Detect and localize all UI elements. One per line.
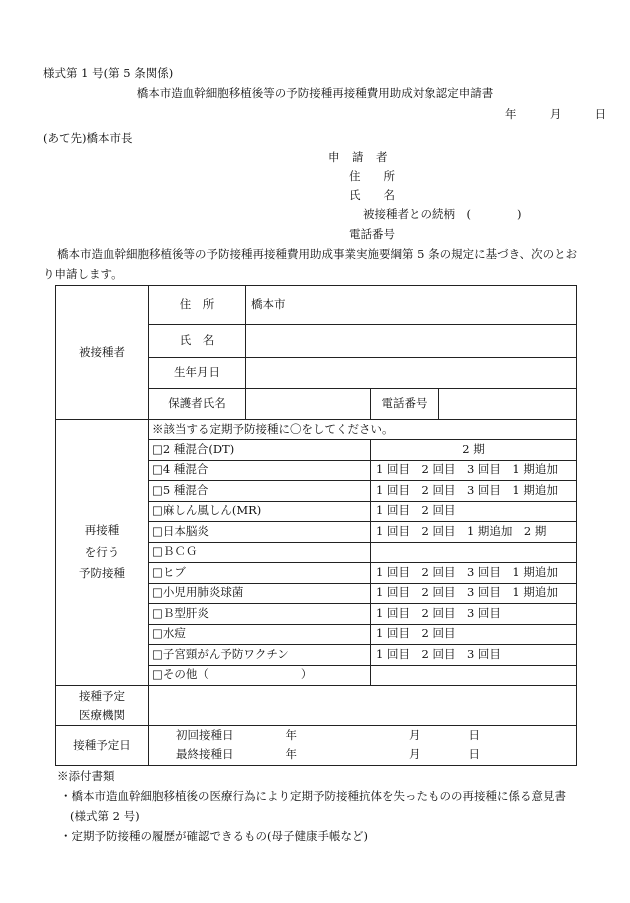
vaccine-name[interactable]: □小児用肺炎球菌	[149, 583, 371, 604]
vaccine-name[interactable]: □5 種混合	[149, 481, 371, 502]
recipient-dob-label: 生年月日	[149, 358, 246, 389]
vaccine-name[interactable]: □麻しん風しん(MR)	[149, 501, 371, 522]
schedule-last-month[interactable]: 月	[348, 746, 439, 766]
vaccine-name[interactable]: □2 種混合(DT)	[149, 440, 371, 461]
date-month-label: 月	[549, 107, 562, 121]
vaccination-label-line-1: 再接種	[84, 522, 120, 537]
schedule-last-day[interactable]: 日	[439, 746, 577, 766]
vaccine-doses[interactable]	[371, 665, 577, 686]
vaccine-name[interactable]: □日本脳炎	[149, 522, 371, 543]
document-title: 橋本市造血幹細胞移植後等の予防接種再接種費用助成対象認定申請書	[136, 86, 494, 100]
vaccination-instruction: ※該当する定期予防接種に〇をしてください。	[149, 420, 577, 440]
schedule-first-day[interactable]: 日	[439, 726, 577, 746]
institution-label-line-1: 接種予定	[79, 689, 125, 704]
attachments-heading: ※添付書類	[57, 769, 115, 783]
vaccine-name[interactable]: □4 種混合	[149, 460, 371, 481]
vaccine-doses[interactable]: 1 回目 2 回目 3 回目	[371, 645, 577, 666]
attachment-item-1: ・橋本市造血幹細胞移植後の医療行為により定期予防接種抗体を失ったものの再接種に係る意見書	[60, 789, 566, 803]
recipient-guardian-field[interactable]	[246, 389, 371, 420]
vaccination-label-line-3: 予防接種	[79, 566, 125, 581]
vaccine-name[interactable]: □水痘	[149, 624, 371, 645]
recipient-address-field[interactable]: 橋本市	[246, 286, 577, 325]
schedule-last-year[interactable]: 年	[246, 746, 348, 766]
addressee: (あて先)橋本市長	[43, 131, 133, 145]
vaccine-name[interactable]: □ＢＣＧ	[149, 542, 371, 563]
applicant-tel-label: 電話番号	[349, 227, 395, 241]
recipient-guardian-label: 保護者氏名	[149, 389, 246, 420]
form-number: 様式第 1 号(第 5 条関係)	[43, 66, 174, 80]
recipient-name-label: 氏 名	[149, 325, 246, 358]
applicant-label: 申 請 者	[328, 150, 388, 164]
vaccine-doses[interactable]	[371, 542, 577, 563]
recipient-address-row	[56, 286, 577, 325]
recipient-name-field[interactable]	[246, 325, 577, 358]
schedule-first-row	[56, 726, 577, 746]
schedule-first-year[interactable]: 年	[246, 726, 348, 746]
institution-field[interactable]	[149, 686, 577, 726]
body-text-line-2: り申請します。	[43, 267, 123, 281]
vaccine-doses[interactable]: 1 回目 2 回目 3 回目 1 期追加	[371, 460, 577, 481]
recipient-dob-field[interactable]	[246, 358, 577, 389]
vaccine-doses[interactable]: 1 回目 2 回目 3 回目 1 期追加	[371, 563, 577, 584]
recipient-tel-field[interactable]	[439, 389, 577, 420]
vaccine-doses[interactable]: 2 期	[371, 440, 577, 461]
recipient-section-label: 被接種者	[56, 286, 149, 420]
date-year-label: 年	[505, 107, 517, 121]
institution-label	[56, 686, 149, 726]
applicant-address-label: 住 所	[349, 169, 395, 183]
recipient-tel-label: 電話番号	[371, 389, 439, 420]
application-form-table	[55, 285, 577, 766]
vaccine-doses[interactable]: 1 回目 2 回目 3 回目 1 期追加	[371, 583, 577, 604]
date-day-label: 日	[594, 107, 607, 121]
vaccination-label-line-2: を行う	[84, 544, 120, 559]
vaccine-doses[interactable]: 1 回目 2 回目	[371, 624, 577, 645]
attachment-item-1-continued: (様式第 2 号)	[70, 809, 140, 823]
recipient-address-label: 住 所	[149, 286, 246, 325]
vaccine-doses[interactable]: 1 回目 2 回目	[371, 501, 577, 522]
vaccine-name[interactable]: □その他（ ）	[149, 665, 371, 686]
vaccine-doses[interactable]: 1 回目 2 回目 3 回目	[371, 604, 577, 625]
vaccine-doses[interactable]: 1 回目 2 回目 3 回目 1 期追加	[371, 481, 577, 502]
vaccination-instruction-row	[56, 420, 577, 440]
vaccination-section-label	[56, 420, 149, 686]
application-date	[505, 108, 606, 122]
applicant-name-label: 氏 名	[349, 188, 395, 202]
schedule-label: 接種予定日	[56, 726, 149, 766]
schedule-first-month[interactable]: 月	[348, 726, 439, 746]
vaccine-doses[interactable]: 1 回目 2 回目 1 期追加 2 期	[371, 522, 577, 543]
vaccine-name[interactable]: □ヒブ	[149, 563, 371, 584]
vaccine-name[interactable]: □Ｂ型肝炎	[149, 604, 371, 625]
applicant-relation-label: 被接種者との続柄 ( )	[363, 207, 522, 221]
vaccine-name[interactable]: □子宮頸がん予防ワクチン	[149, 645, 371, 666]
body-text-line-1: 橋本市造血幹細胞移植後等の予防接種再接種費用助成事業実施要綱第 5 条の規定に基づき、次のとお	[57, 247, 578, 261]
institution-label-line-2: 医療機関	[79, 707, 125, 722]
institution-row	[56, 686, 577, 726]
schedule-last-label: 最終接種日	[149, 746, 246, 766]
schedule-first-label: 初回接種日	[149, 726, 246, 746]
attachment-item-2: ・定期予防接種の履歴が確認できるもの(母子健康手帳など)	[60, 829, 368, 843]
